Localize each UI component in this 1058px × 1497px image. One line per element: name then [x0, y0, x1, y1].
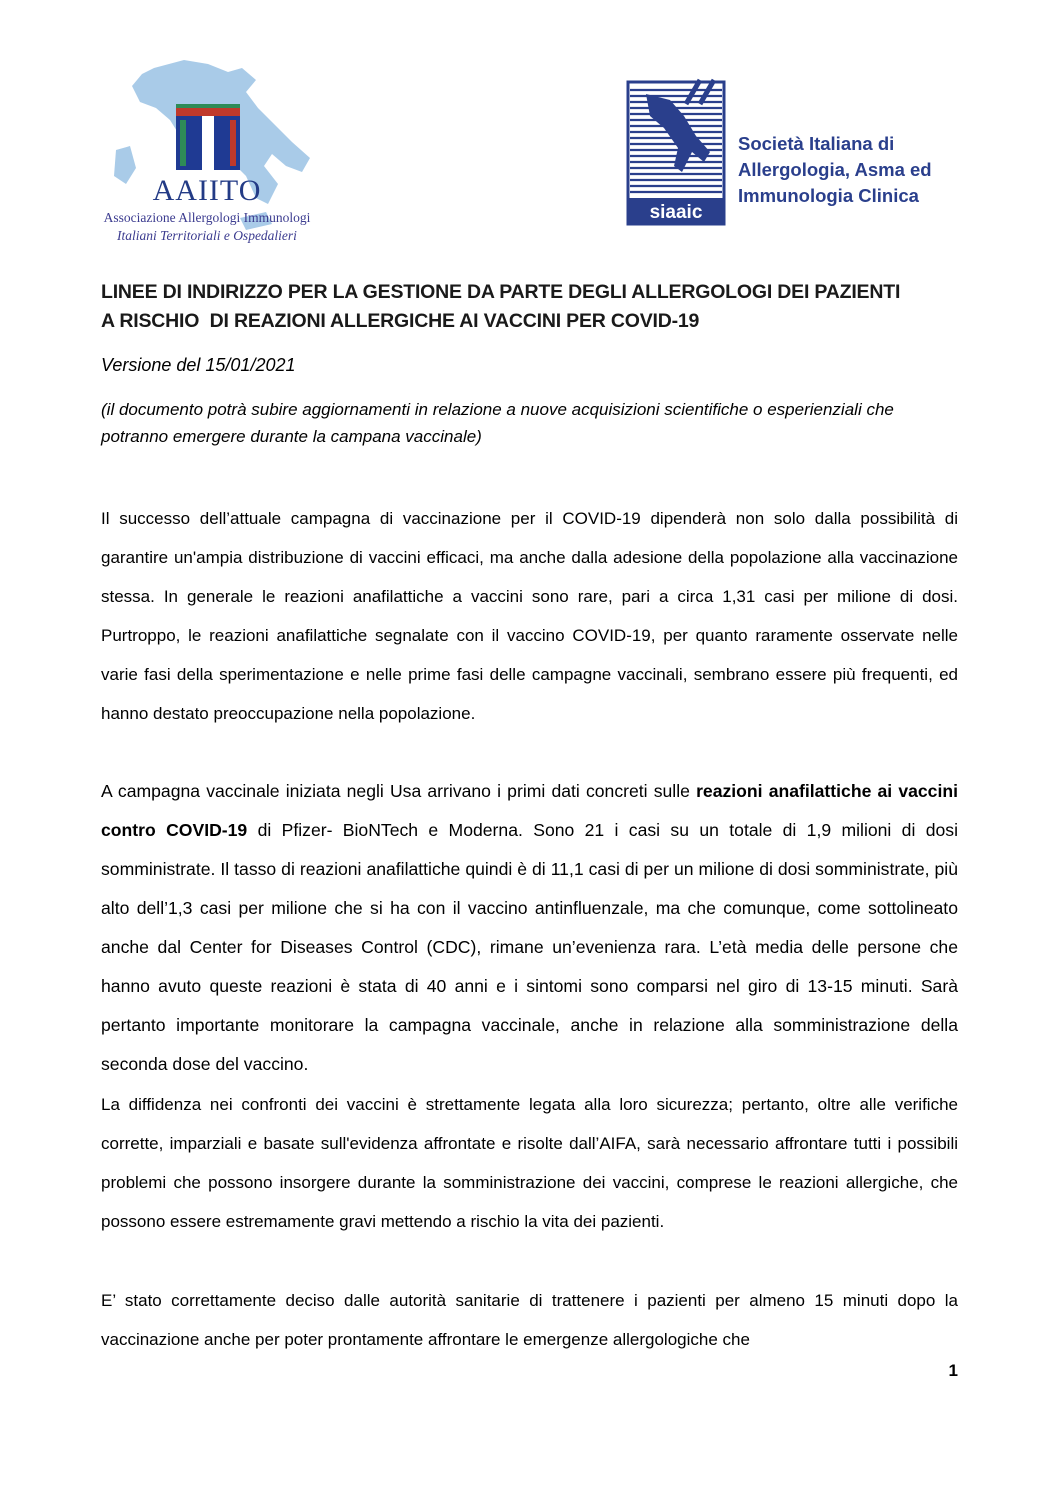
update-note	[101, 396, 961, 450]
paragraph-2-intro: A campagna vaccinale iniziata negli Usa arrivano i primi dati concreti sulle	[101, 781, 697, 801]
siaaic-name-line2: Allergologia, Asma ed	[738, 159, 932, 180]
title-line1: LINEE DI INDIRIZZO PER LA GESTIONE DA PARTE DEGLI ALLERGOLOGI DEI PAZIENTI	[101, 281, 901, 303]
paragraph-2-highlight: reazioni anafilattiche ai vaccini contro COVID-19	[101, 781, 958, 840]
update-note-lead: (il documento potrà subire aggiornamenti	[101, 400, 411, 419]
aaiito-acronym: AAIITO	[152, 174, 262, 207]
aaiito-name-line2: Italiani Territoriali e Ospedalieri	[117, 228, 297, 243]
paragraph-1: Il successo dell’attuale campagna di vaccinazione per il COVID-19 dipenderà non solo dalla possibilità di garantire un'ampia distribuzione di vaccini efficaci, ma anche dalla adesione della popolazione alla vaccinazione stessa. In generale le reazioni anafilattiche a vaccini sono rare, pari a circa 1,31 casi per milione di dosi. Purtroppo, le reazioni anafilattiche segnalate con il vaccino COVID-19, per quanto raramente osservate nelle varie fasi della sperimentazione e nelle prime fasi delle campagne vaccinali, sembrano essere più frequenti, ed hanno destato preoccupazione nella popolazione.	[101, 509, 958, 723]
siaaic-name-line1: Società Italiana di	[738, 133, 895, 154]
update-note-rest: in relazione a nuove acquisizioni scientifiche o esperienziali che potranno emergere durante la campana vaccinale)	[101, 400, 894, 446]
paragraph-4: E’ stato correttamente deciso dalle autorità sanitarie di trattenere i pazienti per almeno 15 minuti dopo la vaccinazione anche per poter prontamente affrontare le emergenze allergologiche che	[101, 1291, 958, 1349]
siaaic-name-line3: Immunologia Clinica	[738, 185, 919, 206]
paragraph-2-rest: di Pfizer- BioNTech e Moderna. Sono 21 i casi su un totale di 1,9 milioni di dosi somministrate. Il tasso di reazioni anafilattiche quindi è di 11,1 casi di per un milione di dosi somministrate, più alto dell’1,3 casi per milione che si ha con il vaccino antinfluenzale, ma che comunque, come sottolineato anche dal Center for Diseases Control (CDC), rimane un’evenienza rara. L’età media delle persone che hanno avuto queste reazioni è stata di 40 anni e i sintomi sono comparsi nel giro di 13-15 minuti. Sarà pertanto importante monitorare la campagna vaccinale, anche in relazione alla somministrazione della seconda dose del vaccino.	[101, 820, 958, 1074]
siaaic-box-label: siaaic	[649, 202, 703, 223]
aaiito-name-line1: Associazione Allergologi Immunologi	[103, 210, 311, 225]
paragraph-2	[101, 772, 958, 1084]
version-date: Versione del 15/01/2021	[101, 355, 296, 375]
aaiito-logo	[96, 58, 318, 248]
paragraph-3: La diffidenza nei confronti dei vaccini è strettamente legata alla loro sicurezza; pertanto, oltre alle verifiche corrette, imparziali e basate sull'evidenza affrontate e risolte dall’AIFA, sarà necessario affrontare tutti i possibili problemi che possono insorgere durante la somministrazione dei vaccini, comprese le reazioni allergiche, che possono essere estremamente gravi mettendo a rischio la vita dei pazienti.	[101, 1095, 958, 1231]
siaaic-full-name	[738, 131, 932, 209]
page-number: 1	[948, 1361, 958, 1380]
siaaic-emblem-icon	[626, 76, 726, 228]
document-title	[101, 278, 961, 336]
title-line2: A RISCHIO DI REAZIONI ALLERGICHE AI VACCINI PER COVID-19	[101, 310, 700, 332]
siaaic-logo	[626, 76, 966, 231]
